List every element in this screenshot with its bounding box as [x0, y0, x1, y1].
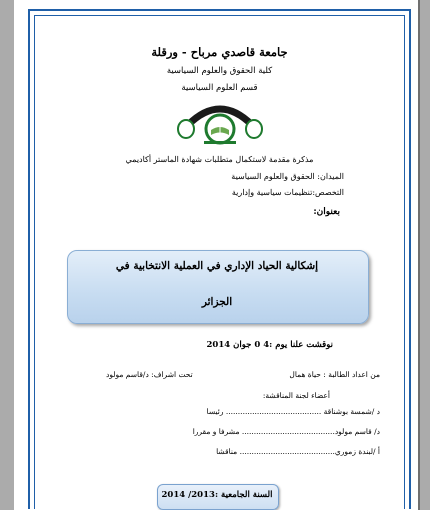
- university-name: جامعة قاصدي مرباح - ورقلة: [151, 45, 288, 59]
- field-line: الميدان: الحقوق والعلوم السياسية: [231, 172, 344, 181]
- specialty-line: التخصص:تنظيمات سياسية وإدارية: [231, 188, 344, 197]
- supervisor-name: تحت اشراف: د/قاسم مولود: [106, 370, 193, 379]
- committee-member-1: د /شمسة بوشناقة ........................................ رئيسا: [206, 407, 380, 416]
- faculty-name: كلية الحقوق والعلوم السياسية: [166, 66, 273, 76]
- memo-description: مذكرة مقدمة لاستكمال متطلبات شهادة الماستر أكاديمي: [125, 155, 314, 164]
- university-seal-icon: [174, 103, 266, 147]
- student-name: من اعداد الطالبة : حياة همال: [289, 370, 380, 379]
- department-name: قسم العلوم السياسية: [181, 83, 258, 93]
- committee-member-2: د/ قاسم مولود....................................... مشرفا و مقررا: [192, 427, 380, 436]
- defense-date: نوقشت علنا يوم :4 0 جوان 2014: [206, 340, 333, 350]
- academic-year: السنة الجامعية :2013/ 2014: [161, 490, 273, 500]
- thesis-title-line2: الجزائر: [201, 296, 233, 308]
- committee-member-3: أ /لبندة زموري........................................ مناقشا: [216, 447, 380, 456]
- thesis-title-line1: إشكالية الحياد الإداري في العملية الانتخابية في: [115, 260, 319, 272]
- title-label: بعنوان:: [313, 207, 340, 217]
- committee-label: أعضاء لجنة المناقشة:: [262, 391, 330, 400]
